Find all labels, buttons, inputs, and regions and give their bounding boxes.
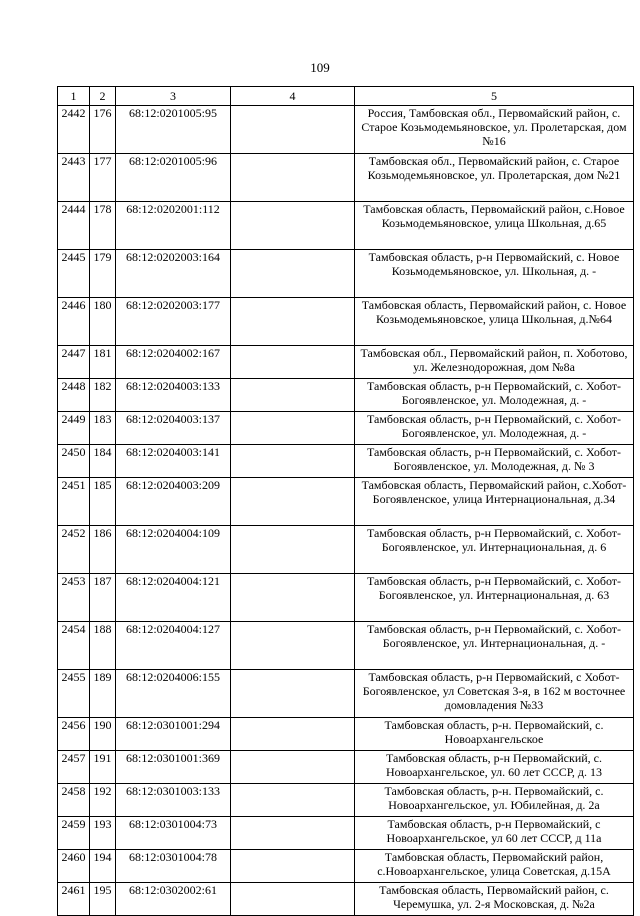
cell-col-4 <box>231 718 355 751</box>
cell-address: Тамбовская область, р-н Первомайский, с. Хобот-Богоявленское, ул. Интернациональная, д. 63 <box>355 574 634 622</box>
cell-row-number: 2461 <box>58 883 90 916</box>
table-row <box>58 412 634 445</box>
cell-address: Тамбовская обл., Первомайский район, п. Хоботово, ул. Железнодорожная, дом №8а <box>355 346 634 379</box>
cell-address: Тамбовская область, Первомайский район, с. Новое Козьмодемьяновское, улица Школьная, д.№64 <box>355 298 634 346</box>
table-row <box>58 250 634 298</box>
cell-row-number: 2452 <box>58 526 90 574</box>
cell-row-number: 2449 <box>58 412 90 445</box>
cell-row-number: 2450 <box>58 445 90 478</box>
cell-cadastral-number: 68:12:0204003:137 <box>116 412 231 445</box>
cell-col-4 <box>231 526 355 574</box>
cell-col-4 <box>231 622 355 670</box>
cell-index: 176 <box>90 106 116 154</box>
cell-address: Тамбовская область, р-н Первомайский, с. Новое Козьмодемьяновское, ул. Школьная, д. - <box>355 250 634 298</box>
table-row <box>58 883 634 916</box>
cell-index: 179 <box>90 250 116 298</box>
cell-cadastral-number: 68:12:0204003:133 <box>116 379 231 412</box>
cell-cadastral-number: 68:12:0301003:133 <box>116 784 231 817</box>
cell-address: Тамбовская обл., Первомайский район, с. Старое Козьмодемьяновское, ул. Пролетарская, дом №21 <box>355 154 634 202</box>
cell-cadastral-number: 68:12:0301001:369 <box>116 751 231 784</box>
table-row <box>58 622 634 670</box>
cell-address: Тамбовская область, Первомайский район, с.Новое Козьмодемьяновское, улица Школьная, д.65 <box>355 202 634 250</box>
cell-row-number: 2457 <box>58 751 90 784</box>
cell-address: Тамбовская область, Первомайский район, с.Хобот-Богоявленское, улица Интернациональная, д.34 <box>355 478 634 526</box>
cell-col-4 <box>231 379 355 412</box>
cell-col-4 <box>231 202 355 250</box>
cell-cadastral-number: 68:12:0204004:109 <box>116 526 231 574</box>
cell-index: 188 <box>90 622 116 670</box>
cell-address: Тамбовская область, р-н Первомайский, с. Хобот-Богоявленское, ул. Молодежная, д. - <box>355 379 634 412</box>
cell-col-4 <box>231 478 355 526</box>
cell-row-number: 2451 <box>58 478 90 526</box>
cell-cadastral-number: 68:12:0204004:121 <box>116 574 231 622</box>
table-row <box>58 154 634 202</box>
cell-col-4 <box>231 817 355 850</box>
cell-index: 189 <box>90 670 116 718</box>
header-col-3: 3 <box>116 87 231 106</box>
table-row <box>58 106 634 154</box>
cell-row-number: 2446 <box>58 298 90 346</box>
cell-col-4 <box>231 883 355 916</box>
table-row <box>58 445 634 478</box>
table-row <box>58 526 634 574</box>
cell-index: 186 <box>90 526 116 574</box>
cell-col-4 <box>231 154 355 202</box>
cell-index: 187 <box>90 574 116 622</box>
header-col-5: 5 <box>355 87 634 106</box>
cell-index: 185 <box>90 478 116 526</box>
cell-cadastral-number: 68:12:0301004:78 <box>116 850 231 883</box>
cell-cadastral-number: 68:12:0301001:294 <box>116 718 231 751</box>
cell-row-number: 2454 <box>58 622 90 670</box>
cell-address: Тамбовская область, р-н Первомайский, с. Хобот-Богоявленское, ул. Молодежная, д. - <box>355 412 634 445</box>
cell-index: 184 <box>90 445 116 478</box>
cell-cadastral-number: 68:12:0302002:61 <box>116 883 231 916</box>
cell-address: Тамбовская область, р-н Первомайский, с. Хобот-Богоявленское, ул. Интернациональная, д. - <box>355 622 634 670</box>
cell-col-4 <box>231 250 355 298</box>
table-row <box>58 346 634 379</box>
cell-row-number: 2455 <box>58 670 90 718</box>
cell-index: 195 <box>90 883 116 916</box>
cell-cadastral-number: 68:12:0204003:141 <box>116 445 231 478</box>
cell-row-number: 2442 <box>58 106 90 154</box>
cell-col-4 <box>231 670 355 718</box>
table-row <box>58 670 634 718</box>
table-row <box>58 751 634 784</box>
cell-index: 192 <box>90 784 116 817</box>
cell-cadastral-number: 68:12:0202001:112 <box>116 202 231 250</box>
header-col-4: 4 <box>231 87 355 106</box>
cell-address: Тамбовская область, р-н Первомайский, с Хобот-Богоявленское, ул Советская 3-я, в 162 м восточнее домовладения №33 <box>355 670 634 718</box>
cell-row-number: 2460 <box>58 850 90 883</box>
cell-index: 193 <box>90 817 116 850</box>
cell-address: Тамбовская область, р-н Первомайский, с. Хобот-Богоявленское, ул. Молодежная, д. № 3 <box>355 445 634 478</box>
table-body <box>58 106 634 916</box>
header-col-2: 2 <box>90 87 116 106</box>
cell-cadastral-number: 68:12:0202003:177 <box>116 298 231 346</box>
table-row <box>58 379 634 412</box>
cell-row-number: 2445 <box>58 250 90 298</box>
cell-address: Россия, Тамбовская обл., Первомайский район, с. Старое Козьмодемьяновское, ул. Пролетарская, дом №16 <box>355 106 634 154</box>
cell-row-number: 2447 <box>58 346 90 379</box>
table-row <box>58 784 634 817</box>
table-row <box>58 478 634 526</box>
cell-row-number: 2456 <box>58 718 90 751</box>
cell-cadastral-number: 68:12:0204003:209 <box>116 478 231 526</box>
cell-cadastral-number: 68:12:0201005:95 <box>116 106 231 154</box>
cell-index: 182 <box>90 379 116 412</box>
cell-cadastral-number: 68:12:0204002:167 <box>116 346 231 379</box>
table-row <box>58 850 634 883</box>
cell-row-number: 2443 <box>58 154 90 202</box>
cell-index: 194 <box>90 850 116 883</box>
cell-address: Тамбовская область, Первомайский район, с.Новоархангельское, улица Советская, д.15А <box>355 850 634 883</box>
header-row <box>58 87 634 106</box>
cell-index: 181 <box>90 346 116 379</box>
table-row <box>58 202 634 250</box>
cell-col-4 <box>231 574 355 622</box>
page-number: 109 <box>310 60 330 75</box>
cell-col-4 <box>231 346 355 379</box>
cell-address: Тамбовская область, р-н Первомайский, с. Хобот-Богоявленское, ул. Интернациональная, д. 6 <box>355 526 634 574</box>
cell-col-4 <box>231 445 355 478</box>
cell-col-4 <box>231 106 355 154</box>
cell-row-number: 2448 <box>58 379 90 412</box>
cell-index: 177 <box>90 154 116 202</box>
cell-index: 178 <box>90 202 116 250</box>
cell-row-number: 2458 <box>58 784 90 817</box>
cell-address: Тамбовская область, р-н Первомайский, с Новоархангельское, ул 60 лет СССР, д 11а <box>355 817 634 850</box>
cell-cadastral-number: 68:12:0204004:127 <box>116 622 231 670</box>
table-row <box>58 574 634 622</box>
cell-address: Тамбовская область, р-н. Первомайский, с. Новоархангельское, ул. Юбилейная, д. 2а <box>355 784 634 817</box>
header-col-1: 1 <box>58 87 90 106</box>
table-row <box>58 817 634 850</box>
cell-col-4 <box>231 751 355 784</box>
cell-col-4 <box>231 850 355 883</box>
cell-col-4 <box>231 298 355 346</box>
table-row <box>58 298 634 346</box>
cell-address: Тамбовская область, Первомайский район, с. Черемушка, ул. 2-я Московская, д. №2а <box>355 883 634 916</box>
cell-col-4 <box>231 784 355 817</box>
cell-address: Тамбовская область, р-н. Первомайский, с. Новоархангельское <box>355 718 634 751</box>
cell-row-number: 2444 <box>58 202 90 250</box>
cell-cadastral-number: 68:12:0301004:73 <box>116 817 231 850</box>
cell-row-number: 2453 <box>58 574 90 622</box>
cell-cadastral-number: 68:12:0204006:155 <box>116 670 231 718</box>
cell-index: 191 <box>90 751 116 784</box>
table-row <box>58 718 634 751</box>
cell-address: Тамбовская область, р-н Первомайский, с. Новоархангельское, ул. 60 лет СССР, д. 13 <box>355 751 634 784</box>
registry-table <box>57 86 634 916</box>
cell-index: 190 <box>90 718 116 751</box>
cell-cadastral-number: 68:12:0202003:164 <box>116 250 231 298</box>
cell-row-number: 2459 <box>58 817 90 850</box>
cell-index: 183 <box>90 412 116 445</box>
cell-col-4 <box>231 412 355 445</box>
cell-index: 180 <box>90 298 116 346</box>
cell-cadastral-number: 68:12:0201005:96 <box>116 154 231 202</box>
